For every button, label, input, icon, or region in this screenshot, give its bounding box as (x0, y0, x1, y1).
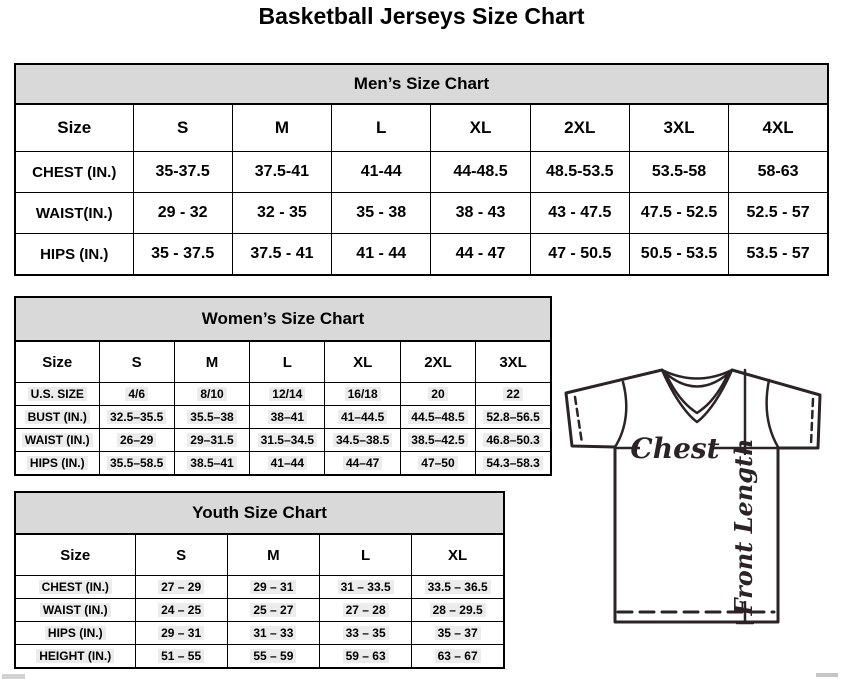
womens-value-cell: 44.5–48.5 (400, 406, 475, 429)
womens-value-cell: 32.5–35.5 (99, 406, 174, 429)
mens-value-cell: 29 - 32 (133, 193, 232, 234)
jersey-measurement-diagram (556, 360, 826, 630)
mens-column-header: M (232, 104, 331, 152)
youth-column-header: Size (15, 534, 135, 576)
womens-value-cell: 52.8–56.5 (476, 406, 551, 429)
youth-value-cell: 31 – 33.5 (320, 576, 412, 599)
womens-value-cell: 34.5–38.5 (325, 429, 400, 452)
page-title: Basketball Jerseys Size Chart (258, 3, 585, 29)
womens-value-cell: 22 (476, 383, 551, 406)
youth-value-cell: 29 – 31 (227, 576, 319, 599)
mens-header-row (15, 104, 828, 152)
womens-row-label: BUST (IN.) (15, 406, 99, 429)
womens-value-cell: 41–44 (250, 452, 325, 476)
womens-row-label: U.S. SIZE (15, 383, 99, 406)
mens-row-label: CHEST (IN.) (15, 152, 133, 193)
womens-chart-title: Women’s Size Chart (15, 297, 551, 341)
mens-row-label: HIPS (IN.) (15, 234, 133, 276)
youth-value-cell: 29 – 31 (135, 622, 227, 645)
mens-chart-title: Men’s Size Chart (15, 64, 828, 104)
mens-data-row (15, 234, 828, 276)
youth-value-cell: 25 – 27 (227, 599, 319, 622)
front-length-label: Front Length (729, 438, 758, 616)
youth-column-header: XL (412, 534, 504, 576)
womens-value-cell: 31.5–34.5 (250, 429, 325, 452)
mens-column-header: S (133, 104, 232, 152)
youth-row-label: WAIST (IN.) (15, 599, 135, 622)
mens-value-cell: 44 - 47 (431, 234, 530, 276)
womens-column-header: Size (15, 341, 99, 383)
youth-row-label: HIPS (IN.) (15, 622, 135, 645)
womens-data-row (15, 383, 551, 406)
youth-column-header: S (135, 534, 227, 576)
youth-value-cell: 27 – 28 (320, 599, 412, 622)
mens-column-header: XL (431, 104, 530, 152)
mens-value-cell: 50.5 - 53.5 (629, 234, 728, 276)
youth-data-row (15, 576, 504, 599)
youth-column-header: M (227, 534, 319, 576)
womens-value-cell: 4/6 (99, 383, 174, 406)
mens-value-cell: 35 - 37.5 (133, 234, 232, 276)
youth-data-row (15, 599, 504, 622)
womens-value-cell: 26–29 (99, 429, 174, 452)
womens-value-cell: 38.5–42.5 (400, 429, 475, 452)
mens-data-row (15, 152, 828, 193)
womens-column-header: XL (325, 341, 400, 383)
youth-value-cell: 27 – 29 (135, 576, 227, 599)
womens-value-cell: 38.5–41 (174, 452, 249, 476)
jersey-left-armhole-seam (615, 382, 626, 447)
womens-value-cell: 12/14 (250, 383, 325, 406)
youth-size-chart-table (14, 491, 505, 669)
mens-value-cell: 37.5 - 41 (232, 234, 331, 276)
mens-value-cell: 41 - 44 (332, 234, 431, 276)
mens-size-chart-table (14, 63, 829, 276)
womens-value-cell: 47–50 (400, 452, 475, 476)
youth-data-row (15, 622, 504, 645)
mens-value-cell: 44-48.5 (431, 152, 530, 193)
youth-value-cell: 55 – 59 (227, 645, 319, 669)
womens-data-row (15, 452, 551, 476)
jersey-body-outline (566, 370, 820, 622)
womens-value-cell: 44–47 (325, 452, 400, 476)
womens-value-cell: 35.5–58.5 (99, 452, 174, 476)
jersey-right-cuff-dashes (811, 399, 813, 444)
womens-value-cell: 46.8–50.3 (476, 429, 551, 452)
youth-column-header: L (320, 534, 412, 576)
mens-value-cell: 35 - 38 (332, 193, 431, 234)
womens-value-cell: 41–44.5 (325, 406, 400, 429)
womens-value-cell: 29–31.5 (174, 429, 249, 452)
youth-value-cell: 51 – 55 (135, 645, 227, 669)
youth-value-cell: 33.5 – 36.5 (412, 576, 504, 599)
womens-row-label: WAIST (IN.) (15, 429, 99, 452)
womens-column-header: L (250, 341, 325, 383)
jersey-right-armhole-seam (767, 380, 778, 447)
womens-row-label: HIPS (IN.) (15, 452, 99, 476)
youth-value-cell: 24 – 25 (135, 599, 227, 622)
youth-value-cell: 63 – 67 (412, 645, 504, 669)
mens-value-cell: 47 - 50.5 (530, 234, 629, 276)
womens-data-row (15, 429, 551, 452)
mens-value-cell: 43 - 47.5 (530, 193, 629, 234)
youth-value-cell: 31 – 33 (227, 622, 319, 645)
mens-value-cell: 47.5 - 52.5 (629, 193, 728, 234)
youth-data-row (15, 645, 504, 669)
womens-value-cell: 54.3–58.3 (476, 452, 551, 476)
mens-value-cell: 37.5-41 (232, 152, 331, 193)
youth-header-row (15, 534, 504, 576)
mens-column-header: 2XL (530, 104, 629, 152)
womens-header-row (15, 341, 551, 383)
bottom-right-cropped-fragment (816, 673, 838, 677)
womens-column-header: M (174, 341, 249, 383)
mens-value-cell: 53.5-58 (629, 152, 728, 193)
mens-data-row (15, 193, 828, 234)
youth-row-label: HEIGHT (IN.) (15, 645, 135, 669)
youth-value-cell: 59 – 63 (320, 645, 412, 669)
jersey-left-cuff-dashes (575, 397, 582, 443)
youth-row-label: CHEST (IN.) (15, 576, 135, 599)
mens-column-header: L (332, 104, 431, 152)
womens-value-cell: 20 (400, 383, 475, 406)
bottom-left-cropped-fragment (2, 674, 25, 679)
mens-value-cell: 52.5 - 57 (729, 193, 828, 234)
mens-value-cell: 35-37.5 (133, 152, 232, 193)
womens-value-cell: 35.5–38 (174, 406, 249, 429)
womens-data-row (15, 406, 551, 429)
mens-column-header: 4XL (729, 104, 828, 152)
mens-value-cell: 48.5-53.5 (530, 152, 629, 193)
womens-column-header: 2XL (400, 341, 475, 383)
mens-column-header: Size (15, 104, 133, 152)
womens-band-row (15, 297, 551, 341)
youth-chart-title: Youth Size Chart (15, 492, 504, 534)
mens-value-cell: 41-44 (332, 152, 431, 193)
youth-value-cell: 35 – 37 (412, 622, 504, 645)
mens-value-cell: 58-63 (729, 152, 828, 193)
mens-row-label: WAIST(IN.) (15, 193, 133, 234)
youth-value-cell: 28 – 29.5 (412, 599, 504, 622)
womens-value-cell: 16/18 (325, 383, 400, 406)
youth-band-row (15, 492, 504, 534)
womens-value-cell: 38–41 (250, 406, 325, 429)
jersey-outline-drawing (556, 360, 826, 630)
mens-value-cell: 32 - 35 (232, 193, 331, 234)
womens-value-cell: 8/10 (174, 383, 249, 406)
chest-label: Chest (630, 432, 720, 465)
mens-value-cell: 53.5 - 57 (729, 234, 828, 276)
womens-column-header: 3XL (476, 341, 551, 383)
mens-value-cell: 38 - 43 (431, 193, 530, 234)
youth-value-cell: 33 – 35 (320, 622, 412, 645)
womens-column-header: S (99, 341, 174, 383)
mens-column-header: 3XL (629, 104, 728, 152)
womens-size-chart-table (14, 296, 552, 476)
mens-band-row (15, 64, 828, 104)
